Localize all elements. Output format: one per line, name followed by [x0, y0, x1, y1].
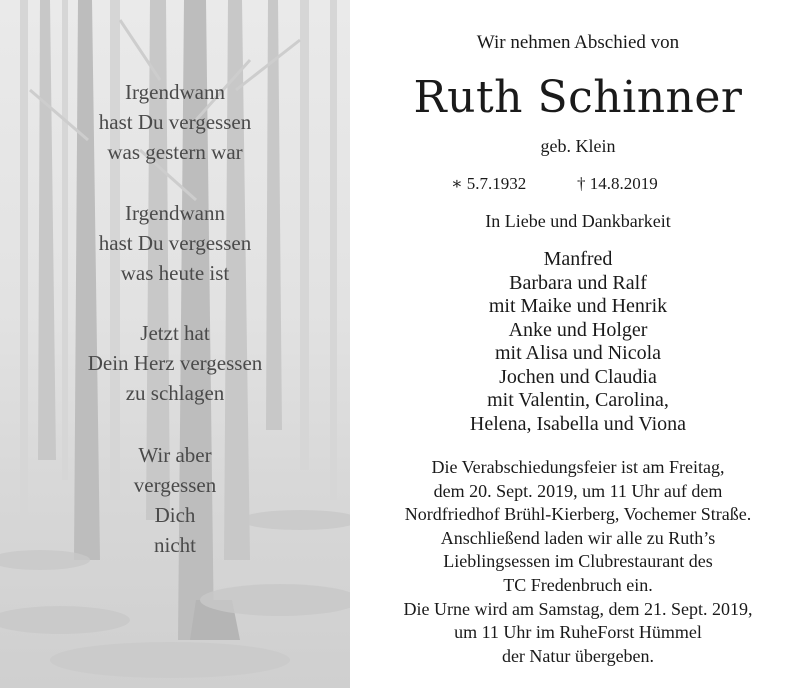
mourner-line: Manfred	[543, 248, 613, 270]
poem-line: Dein Herz vergessen	[87, 351, 263, 375]
death-date: † 14.8.2019	[577, 174, 658, 193]
mourner-line: Jochen und Claudia	[499, 365, 657, 388]
info-line: Lieblingsessen im Clubrestaurant des	[443, 551, 713, 572]
mourner-line: mit Alisa und Nicola	[494, 342, 662, 364]
poem-line: zu schlagen	[125, 381, 225, 405]
info-line: Anschließend laden wir alle zu Ruth’s	[440, 527, 716, 548]
poem-line: Irgendwann	[125, 80, 225, 104]
poem-stanza	[0, 77, 350, 167]
poem-line: hast Du vergessen	[98, 110, 252, 134]
forest-photo	[0, 0, 350, 688]
poem-line: was heute ist	[120, 261, 230, 285]
info-line: der Natur übergeben.	[501, 645, 655, 666]
notice-heading: Wir nehmen Abschied von	[476, 32, 680, 53]
poem-stanza	[0, 318, 350, 408]
ceremony-info	[356, 456, 800, 668]
mourner-line: Helena, Isabella und Viona	[469, 412, 687, 435]
info-line: dem 20. Sept. 2019, um 11 Uhr auf dem	[433, 480, 723, 501]
poem-line: hast Du vergessen	[98, 231, 252, 255]
notice-text	[356, 0, 800, 688]
birth-date: ∗ 5.7.1932	[451, 174, 527, 193]
mourner-line: mit Valentin, Carolina,	[487, 389, 669, 411]
poem-line: Irgendwann	[125, 201, 225, 225]
poem	[0, 0, 350, 688]
poem-line: Dich	[154, 503, 196, 527]
poem-line: vergessen	[133, 473, 217, 497]
info-line: Nordfriedhof Brühl-Kierberg, Vochemer Straße.	[404, 504, 752, 525]
mourners-intro: In Liebe und Dankbarkeit	[485, 211, 671, 231]
poem-line: Wir aber	[138, 443, 212, 467]
info-line: Die Verabschiedungsfeier ist am Freitag,	[431, 457, 725, 477]
poem-line: nicht	[154, 533, 196, 557]
mourner-line: mit Maike und Henrik	[488, 295, 668, 317]
info-line: TC Fredenbruch ein.	[503, 574, 653, 595]
deceased-name: Ruth Schinner	[413, 72, 743, 123]
poem-stanza	[0, 440, 350, 560]
birth-name: geb. Klein	[540, 136, 616, 156]
poem-stanza	[0, 198, 350, 288]
mourner-line: Anke und Holger	[508, 318, 648, 341]
info-line: um 11 Uhr im RuheForst Hümmel	[454, 622, 702, 643]
info-line: Die Urne wird am Samstag, dem 21. Sept. 2019,	[403, 598, 753, 619]
mourner-line: Barbara und Ralf	[509, 271, 647, 294]
mourners-list	[356, 248, 800, 436]
poem-line: Jetzt hat	[140, 321, 210, 345]
poem-line: was gestern war	[107, 140, 243, 164]
